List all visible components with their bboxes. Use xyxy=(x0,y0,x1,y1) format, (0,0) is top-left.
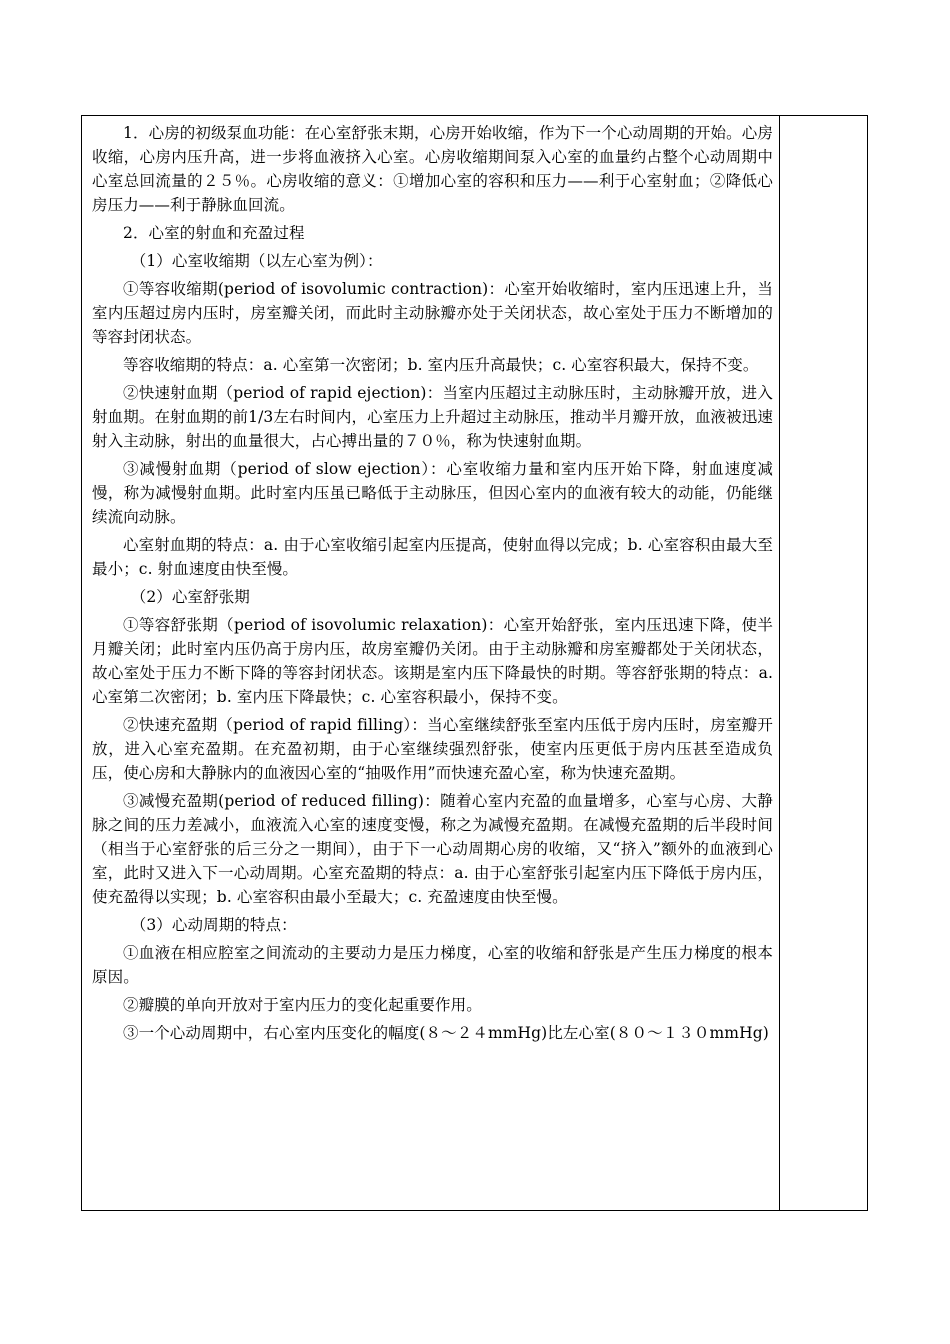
paragraph-rapid-ejection: ②快速射血期（period of rapid ejection)：当室内压超过主动脉压时，主动脉瓣开放，进入射血期。在射血期的前1/3左右时间内，心室压力上升超过主动脉压，推动半月瓣开放，血液被迅速射入主动脉，射出的血量很大，占心搏出量的７０％，称为快速射血期。 xyxy=(92,384,773,450)
paragraph-ejection-features: 心室射血期的特点：a. 由于心室收缩引起室内压提高，使射血得以完成；b. 心室容积由最大至最小；c. 射血速度由快至慢。 xyxy=(92,536,773,578)
subheading-systole: （1）心室收缩期（以左心室为例）： xyxy=(130,252,383,270)
subheading-diastole: （2）心室舒张期 xyxy=(130,588,250,606)
paragraph-reduced-filling: ③减慢充盈期(period of reduced filling)：随着心室内充盈的血量增多，心室与心房、大静脉之间的压力差减小，血液流入心室的速度变慢，称之为减慢充盈期。在减慢充盈期的后半段时间（相当于心室舒张的后三分之一期间），由于下一心动周期心房的收缩，又“挤入”额外的血液到心室，此时又进入下一心动周期。心室充盈期的特点：a. 由于心室舒张引起室内压下降低于房内压，使充盈得以实现；b. 心室容积由最小至最大；c. 充盈速度由快至慢。 xyxy=(92,792,773,906)
paragraph-pressure-gradient: ①血液在相应腔室之间流动的主要动力是压力梯度，心室的收缩和舒张是产生压力梯度的根本原因。 xyxy=(92,944,773,986)
paragraph-rapid-filling: ②快速充盈期（period of rapid filling）：当心室继续舒张至室内压低于房内压时，房室瓣开放，进入心室充盈期。在充盈初期，由于心室继续强烈舒张，使室内压更低于房内压甚至造成负压，使心房和大静脉内的血液因心室的“抽吸作用”而快速充盈心室，称为快速充盈期。 xyxy=(92,716,773,782)
main-text-cell xyxy=(82,116,779,1210)
paragraph-valves: ②瓣膜的单向开放对于室内压力的变化起重要作用。 xyxy=(123,996,482,1014)
paragraph-isovolumic-relaxation: ①等容舒张期（period of isovolumic relaxation)：心室开始舒张，室内压迅速下降，使半月瓣关闭；此时室内压仍高于房内压，故房室瓣仍关闭。由于主动脉瓣和房室瓣都处于关闭状态，故心室处于压力不断下降的等容封闭状态。该期是室内压下降最快的时期。等容舒张期的特点：a. 心室第二次密闭；b. 室内压下降最快；c. 心室容积最小，保持不变。 xyxy=(92,616,773,706)
side-column-divider xyxy=(779,116,780,1210)
heading-ventricular-ejection: 2．心室的射血和充盈过程 xyxy=(123,224,305,242)
document-table xyxy=(81,115,868,1211)
paragraph-slow-ejection: ③减慢射血期（period of slow ejection）：心室收缩力量和室内压开始下降，射血速度减慢，称为减慢射血期。此时室内压虽已略低于主动脉压，但因心室内的血液有较大的动能，仍能继续流向动脉。 xyxy=(92,460,773,526)
paragraph-isovolumic-contraction-features: 等容收缩期的特点：a. 心室第一次密闭；b. 室内压升高最快；c. 心室容积最大，保持不变。 xyxy=(123,356,759,374)
subheading-cycle-features: （3）心动周期的特点： xyxy=(130,916,297,934)
paragraph-right-ventricle: ③一个心动周期中，右心室内压变化的幅度(８～２４mmHg)比左心室(８０～１３０mmHg) xyxy=(123,1024,769,1042)
paragraph-atrial-pump: 1．心房的初级泵血功能：在心室舒张末期，心房开始收缩，作为下一个心动周期的开始。心房收缩，心房内压升高，进一步将血液挤入心室。心房收缩期间泵入心室的血量约占整个心动周期中心室总回流量的２５％。心房收缩的意义：①增加心室的容积和压力——利于心室射血；②降低心房压力——利于静脉血回流。 xyxy=(92,124,773,214)
paragraph-isovolumic-contraction: ①等容收缩期(period of isovolumic contraction)：心室开始收缩时，室内压迅速上升，当室内压超过房内压时，房室瓣关闭，而此时主动脉瓣亦处于关闭状态，故心室处于压力不断增加的等容封闭状态。 xyxy=(92,280,773,346)
